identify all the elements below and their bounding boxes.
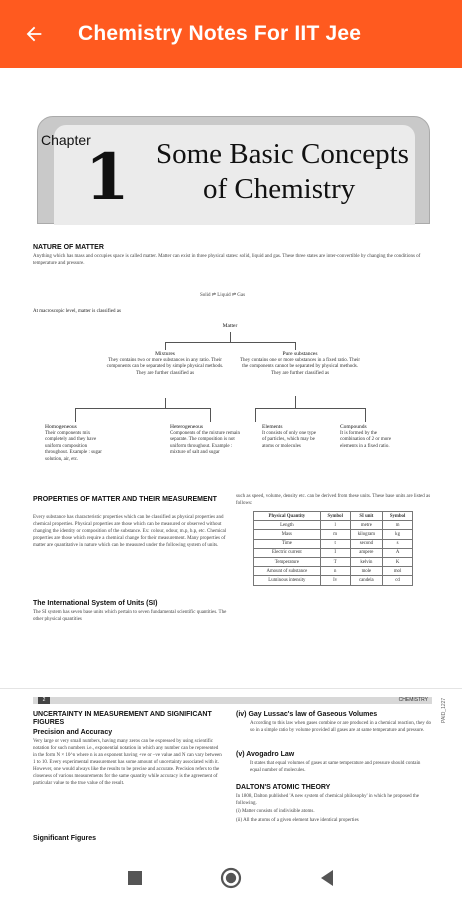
table-cell: Temperature — [254, 557, 321, 566]
gay-lussac-heading: (iv) Gay Lussac's law of Gaseous Volumes — [236, 711, 378, 718]
table-row — [254, 539, 413, 548]
table-cell: K — [383, 557, 413, 566]
page-number: 2 — [38, 697, 50, 704]
home-button[interactable] — [209, 856, 253, 900]
nature-text: Anything which has mass and occupies space is called matter. Matter can exist in three physical states: solid, liquid and gas. These three states are inter-convertible by changing the conditions of temperature and pressure. — [33, 254, 421, 266]
uncertainty-heading: UNCERTAINTY IN MEASUREMENT AND SIGNIFICANT FIGURES — [33, 711, 212, 726]
pdf-page-1 — [0, 68, 462, 688]
table-cell: kg — [383, 530, 413, 539]
table-cell: kilogram — [350, 530, 383, 539]
avogadro-text: It states that equal volumes of gases at same temperature and pressure should contain equal number of molecules. — [250, 761, 421, 773]
table-header: Symbol — [320, 512, 350, 521]
table-cell: Electric current — [254, 548, 321, 557]
table-cell: metre — [350, 521, 383, 530]
recents-button[interactable] — [113, 856, 157, 900]
tree-elements: Elements It consists of only one type of particles, which may be atoms or molecules — [262, 424, 317, 449]
state-equation: Solid ⇌ Liquid ⇌ Gas — [200, 293, 246, 298]
circle-icon — [220, 867, 242, 889]
tree-mixtures: Mixtures They contains two or more substances in any ratio. Their components can be separated by simple physical methods. They are further classified as — [106, 351, 224, 376]
table-cell: m — [383, 521, 413, 530]
arrow-left-icon — [23, 23, 45, 45]
table-header-row — [254, 512, 413, 521]
table-header: Physical Quantity — [254, 512, 321, 521]
tree-matter: Matter — [222, 323, 238, 329]
precision-subheading: Precision and Accuracy — [33, 729, 113, 736]
properties-heading: PROPERTIES OF MATTER AND THEIR MEASUREMENT — [33, 496, 217, 503]
app-bar — [0, 0, 462, 68]
table-cell: candela — [350, 576, 383, 585]
table-cell: Iv — [320, 576, 350, 585]
properties-text: Every substance has characteristic properties which can be classified as physical properties and chemical properties. Physical properties are those which can be measured or observed without changing the identity or composition of the substance. Ex: colour, odour, m.p, b.p, etc. Chemical properties are those which require a chemical change for their measurement. Many properties of matter are quantitative in nature which can be measured under the following system of units. — [33, 515, 227, 548]
back-button[interactable] — [20, 20, 48, 48]
macroscopic-text: At macroscopic level, matter is classified as — [33, 309, 121, 314]
page-section-label: CHEMISTRY — [398, 697, 428, 703]
table-header: SI unit — [350, 512, 383, 521]
table-cell: Time — [254, 539, 321, 548]
table-cell: s — [383, 539, 413, 548]
table-header: Symbol — [383, 512, 413, 521]
significant-figures-heading: Significant Figures — [33, 835, 97, 842]
tree-compounds: Compounds It is formed by the combination of 2 or more elements in a fixed ratio. — [340, 424, 392, 449]
side-code: PAID_1227 — [441, 697, 447, 723]
table-cell: A — [383, 548, 413, 557]
app-title: Chemistry Notes For IIT Jee — [78, 22, 362, 45]
si-units-table — [253, 511, 413, 586]
table-cell: ampere — [350, 548, 383, 557]
table-row — [254, 576, 413, 585]
table-cell: t — [320, 539, 350, 548]
chapter-title-line2: of Chemistry — [203, 173, 356, 205]
table-cell: n — [320, 567, 350, 576]
derived-units-text: such as speed, volume, density etc. can be derived from these units. These base units are listed as follows: — [236, 494, 431, 506]
table-cell: m — [320, 530, 350, 539]
back-nav-button[interactable] — [305, 856, 349, 900]
table-cell: T — [320, 557, 350, 566]
tree-homogeneous: Homogeneous Their components mix completely and they have uniform composition throughout. Example : sugar solution, air, etc. — [45, 424, 102, 462]
table-cell: Luminous intensity — [254, 576, 321, 585]
nature-heading: NATURE OF MATTER — [33, 244, 104, 251]
table-cell: cd — [383, 576, 413, 585]
gay-lussac-text: According to this law when gases combine or are produced in a chemical reaction, they do so in a simple ratio by volume provided all gases are at same temperature and pressure. — [250, 721, 432, 733]
table-cell: kelvin — [350, 557, 383, 566]
table-cell: Amount of substance — [254, 567, 321, 576]
table-row — [254, 567, 413, 576]
table-cell: l — [320, 521, 350, 530]
table-cell: I — [320, 548, 350, 557]
avogadro-heading: (v) Avogadro Law — [236, 751, 295, 758]
table-row — [254, 530, 413, 539]
table-row — [254, 521, 413, 530]
tree-heterogeneous: Heterogeneous Components of the mixture remain separate. The composition is not uniform throughout. Example : mixture of salt and sugar — [170, 424, 240, 455]
table-row — [254, 557, 413, 566]
chapter-label: Chapter — [41, 132, 91, 148]
si-text: The SI system has seven base units which pertain to seven fundamental scientific quantities. The other physical quantities — [33, 610, 227, 622]
table-cell: second — [350, 539, 383, 548]
dalton-text: In 1808, Dalton published 'A new system of chemical philosophy' in which he proposed the following. — [236, 794, 420, 806]
dalton-point-1: (i) Matter consists of indivisible atoms. — [236, 809, 315, 814]
table-cell: mol — [383, 567, 413, 576]
square-icon — [127, 870, 143, 886]
table-cell: Length — [254, 521, 321, 530]
page-header-bar — [33, 697, 432, 704]
pdf-page-2 — [0, 688, 462, 855]
pdf-viewer[interactable] — [0, 68, 462, 855]
table-row — [254, 548, 413, 557]
chapter-title-line1: Some Basic Concepts — [156, 138, 409, 170]
table-cell: Mass — [254, 530, 321, 539]
uncertainty-text: Very large or very small numbers, having many zeros can be expressed by using scientific notation for such numbers i.e., exponential notation in which any number can be represented in the form N × 10^n where n is an exponent having +ve or –ve value and N can vary between 1 to 10. Every experimental measurement has some amount of uncertainty associated with it. However, one would always like the results to be precise and accurate. Precision refers to the closeness of various measurements for the same quantity while accuracy is the agreement of particular value to the true value of the result. — [33, 739, 222, 786]
dalton-point-2: (ii) All the atoms of a given element have identical properties — [236, 818, 359, 823]
chapter-number: 1 — [85, 140, 130, 215]
dalton-heading: DALTON'S ATOMIC THEORY — [236, 784, 331, 791]
triangle-icon — [319, 869, 335, 887]
si-heading: The International System of Units (SI) — [33, 600, 158, 607]
system-navigation-bar — [0, 855, 462, 900]
tree-pure-substances: Pure substances They contains one or more substances in a fixed ratio. Their the components cannot be separated by physical methods. They are further classified as — [240, 351, 361, 376]
table-cell: mole — [350, 567, 383, 576]
